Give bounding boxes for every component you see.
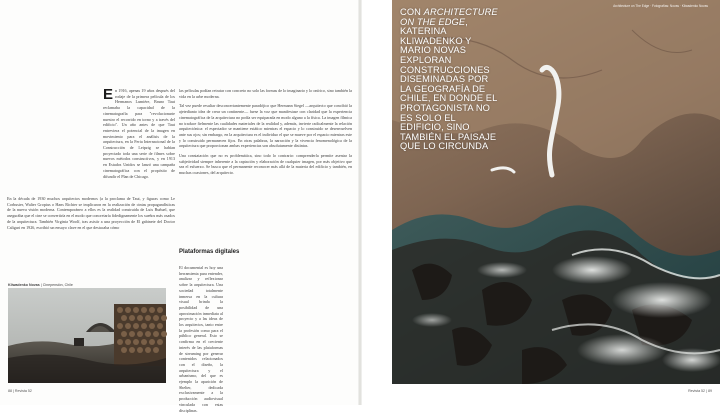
pull-quote (400, 8, 500, 152)
drop-cap: E (103, 86, 114, 103)
page-number-left: 88 | Revista 52 (8, 389, 32, 393)
digital-platforms-column (179, 265, 223, 417)
landscape-photo (8, 288, 166, 383)
body-column-left (7, 196, 175, 234)
body-column-right (179, 88, 352, 180)
digital-platforms-paragraph: El documental es hoy una herramienta para entender, analizar y reflexionar sobre la arquitectura. Una sociedad totalmente inmersa en la cultura visual brinda la posibilidad de una aproximación inmediata al proyecto y a las ideas de los arquitectos, tanto entre la profesión como para el público general. Esto se confirma en el creciente interés de las plataformas de streaming por generar contenidos relacionados con el diseño, la arquitectura y el urbanismo, del que es ejemplo la aparición de Shelter, dedicada exclusivamente a la producción audiovisual vinculada con estas disciplinas. (179, 265, 223, 413)
intro-text: n 1916, apenas 19 años después del rodaje de la primera película de los Hermanos Lumière, Bruno Taut reclamaba la capacidad de la cinematografía para "revolucionarte nuestro el recorrido en torno y a través del edificio". Un año antes de que Taut entreviera el potencial de la imagen en movimiento para el análisis de la arquitectura, en la Feria Internacional de la Construcción de Leipzig se habían proyectado toda una serie de filmes sobre nuevos métodos constructivos, y en 1913 en Estados Unidos se lanzó una campaña cinematográfica con el propósito de difundir el Plan de Chicago. (103, 88, 175, 179)
body-paragraph-2: Tal vez puede resultar desconcertantemente paradójico que Hermann Siegel —arquitecto que concibió la ajetedianto idea de crear un continente— fuese la voz que manifestase con claridad que la experiencia cinematográfica de la arquitectura no podía ser equiparada en modo alguno a la física. La imagen fílmica no traduce fielmente las cualidades materiales de la realidad y, además, invierte radicalmente la relación arquitectónica: el espectador se mantiene estático mientras el espacio y lo construido se desenvuelven ante sus ojos; sin embargo, en la arquitectura es el individuo el que se mueve por el espacio mientras este y lo construido permanecen fijos. En otras palabras, la narración y la vivencia fenomenológica de la arquitectura que proporcionan ambas experiencias son absolutamente distintas. (179, 103, 352, 149)
left-page (0, 0, 360, 413)
landscape-photo-image (8, 288, 166, 383)
intro-column (103, 88, 175, 183)
caption-text: | Cinepensión, Chile (39, 283, 73, 287)
caption-label: Kliwadenko Novas (8, 283, 40, 287)
body-paragraph: En la década de 1930 muchos arquitectos modernos (a la proclama de Taut, y figuras como Le Corbusier, Walter Gropius o Hans Richter se implicaron en la realización de cintas propagandísticas de la nueva visión moderna. Contemporáneo a ellos es la realidad construida de Luis Buñuel, que asegurába que el cine se convertiría en el modo que concretaría fidedignamente los sueños más osados de la arquitectura. También Virginia Woolf, tras asistir a una proyección de El gabinete del Doctor Caligari en 1926, escribió un ensayo clave en el que destacaba cómo (7, 196, 175, 230)
pull-quote-rest: , KATERINA KLIWADENKO Y MARIO NOVAS EXPLORAN CONSTRUCCIONES DISEMINADAS POR LA GEOGRAFÍA DE CHILE, EN DONDE EL PROTAGONISTA NO ES SOLO EL EDIFICIO, SINO TAMBIÉN EL PAISAJE QUE LO CIRCUNDA (400, 16, 498, 152)
photo-credit: Architecture on The Edge · Fotografías: Novas · Kliwadenko Novas (613, 4, 708, 8)
intro-paragraph (103, 88, 175, 179)
body-paragraph-1: las películas podían retratar con concreto no solo las formas de lo imaginario y lo onírico, sino también la vida en la urbe moderna. (179, 88, 352, 99)
section-heading: Plataformas digitales (179, 249, 240, 255)
pull-quote-lead: CON (400, 7, 424, 17)
page-number-right: Revista 52 | 89 (688, 389, 712, 393)
photo-caption (8, 283, 73, 287)
pull-quote-title: ARCHITECTURE ON THE EDGE (400, 7, 498, 27)
body-paragraph-3: Una constatación que no es problemática, sino todo lo contrario: comprenderla permite asentar la subjetividad siempre inherente a la captación y elaboración de cualquier imagen, por más objetivo que sea el esfuerzo. Se busca que el permanente reconocer más allá de la materia del edificio y también, en muchas ocasiones, del arquitecto. (179, 153, 352, 176)
